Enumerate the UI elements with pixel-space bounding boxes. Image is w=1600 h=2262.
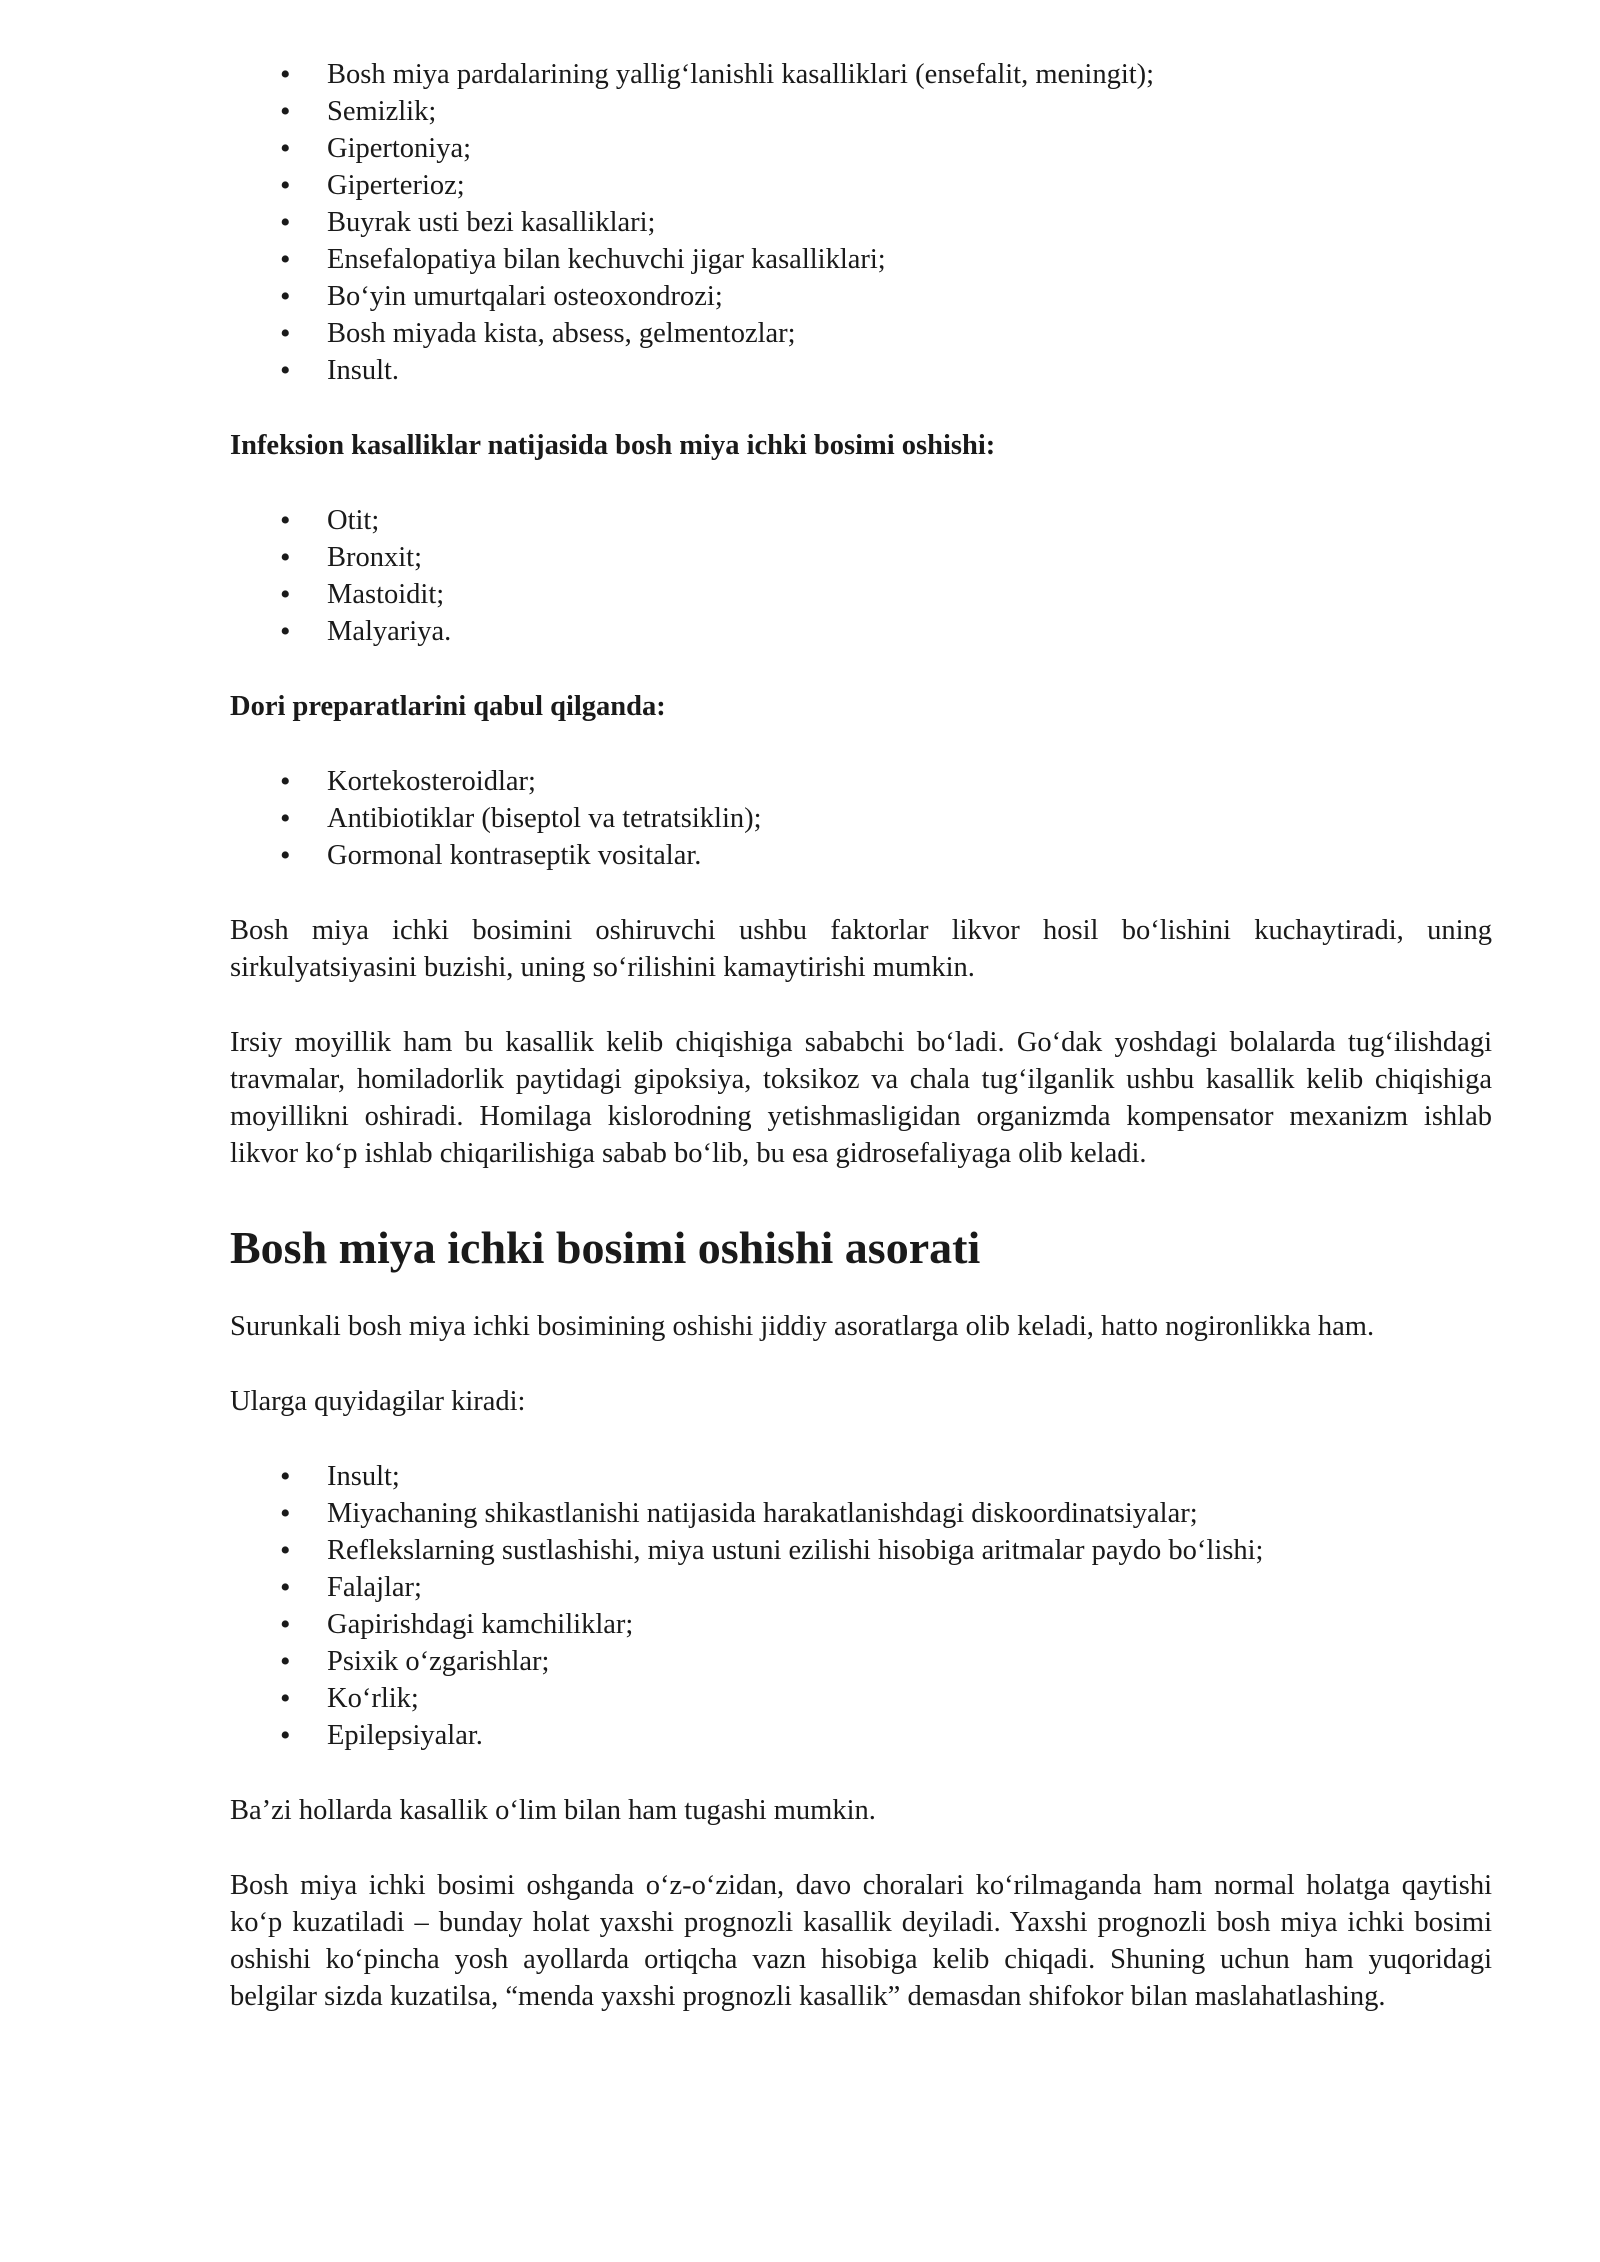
drugs-list — [230, 763, 1492, 874]
list-item: • Gipertoniya; — [230, 130, 1492, 167]
list-item: • Otit; — [230, 502, 1492, 539]
list-item: • Bronxit; — [230, 539, 1492, 576]
list-item: • Semizlik; — [230, 93, 1492, 130]
section-title: Bosh miya ichki bosimi oshishi asorati — [230, 1222, 981, 1273]
infection-list — [230, 502, 1492, 650]
paragraph: Surunkali bosh miya ichki bosimining oshishi jiddiy asoratlarga olib keladi, hatto nogironlikka ham. — [230, 1311, 1375, 1342]
paragraph: Bosh miya ichki bosimi oshganda o‘z-o‘zidan, davo choralari ko‘rilmaganda ham normal holatga qaytishi ko‘p kuzatiladi – bunday holat yaxshi prognozli kasallik deyiladi. Yaxshi prognozli bosh miya ichki bosimi oshishi ko‘pincha yosh ayollarda ortiqcha vazn hisobiga kelib chiqadi. Shuning uchun ham yuqoridagi belgilar sizda kuzatilsa, “menda yaxshi prognozli kasallik” demasdan shifokor bilan maslahatlashing. — [230, 1870, 1492, 2012]
list-item: • Malyariya. — [230, 613, 1492, 650]
list-item: • Gapirishdagi kamchiliklar; — [230, 1606, 1492, 1643]
list-item: • Ensefalopatiya bilan kechuvchi jigar kasalliklari; — [230, 241, 1492, 278]
list-item: • Falajlar; — [230, 1569, 1492, 1606]
list-item: • Kortekosteroidlar; — [230, 763, 1492, 800]
list-item: • Miyachaning shikastlanishi natijasida harakatlanishdagi diskoordinatsiyalar; — [230, 1495, 1492, 1532]
list-item: • Insult; — [230, 1458, 1492, 1495]
list-item: • Insult. — [230, 352, 1492, 389]
list-item: • Bo‘yin umurtqalari osteoxondrozi; — [230, 278, 1492, 315]
list-item: • Mastoidit; — [230, 576, 1492, 613]
infection-heading: Infeksion kasalliklar natijasida bosh miya ichki bosimi oshishi: — [230, 430, 996, 461]
list-item: • Bosh miyada kista, absess, gelmentozlar; — [230, 315, 1492, 352]
list-item: • Giperterioz; — [230, 167, 1492, 204]
paragraph: Bosh miya ichki bosimini oshiruvchi ushbu faktorlar likvor hosil bo‘lishini kuchaytiradi, uning sirkulyatsiyasini buzishi, uning so‘rilishini kamaytirishi mumkin. — [230, 915, 1492, 983]
list-item: • Epilepsiyalar. — [230, 1717, 1492, 1754]
list-item: • Ko‘rlik; — [230, 1680, 1492, 1717]
list-item: • Reflekslarning sustlashishi, miya ustuni ezilishi hisobiga aritmalar paydo bo‘lishi; — [230, 1532, 1492, 1569]
list-item: • Buyrak usti bezi kasalliklari; — [230, 204, 1492, 241]
drugs-heading: Dori preparatlarini qabul qilganda: — [230, 691, 666, 722]
list-item: • Antibiotiklar (biseptol va tetratsiklin); — [230, 800, 1492, 837]
list-item: • Psixik o‘zgarishlar; — [230, 1643, 1492, 1680]
paragraph: Irsiy moyillik ham bu kasallik kelib chiqishiga sababchi bo‘ladi. Go‘dak yoshdagi bolalarda tug‘ilishdagi travmalar, homiladorlik paytidagi gipoksiya, toksikoz va chala tug‘ilganlik ushbu kasallik kelib chiqishiga moyillikni oshiradi. Homilaga kislorodning yetishmasligidan organizmda kompensator mexanizm ishlab likvor ko‘p ishlab chiqarilishiga sabab bo‘lib, bu esa gidrosefaliyaga olib keladi. — [230, 1027, 1492, 1169]
causes-list — [230, 56, 1492, 389]
paragraph: Ularga quyidagilar kiradi: — [230, 1386, 526, 1417]
list-item: • Gormonal kontraseptik vositalar. — [230, 837, 1492, 874]
list-item: • Bosh miya pardalarining yallig‘lanishli kasalliklari (ensefalit, meningit); — [230, 56, 1492, 93]
complications-list — [230, 1458, 1492, 1754]
paragraph: Ba’zi hollarda kasallik o‘lim bilan ham tugashi mumkin. — [230, 1795, 876, 1826]
document-page — [230, 56, 1492, 2015]
